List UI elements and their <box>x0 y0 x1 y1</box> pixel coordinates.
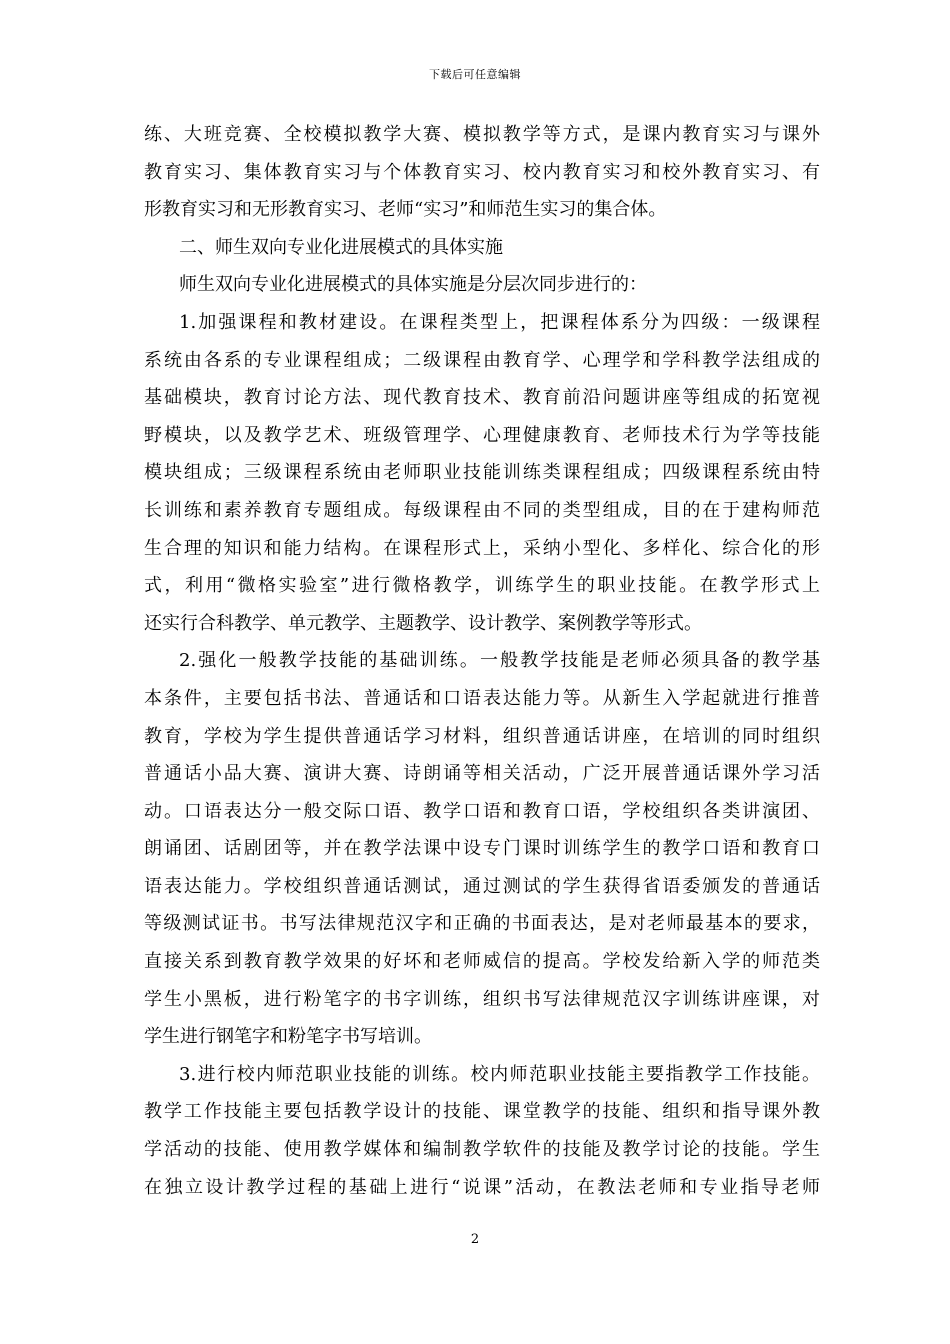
text-line: 语表达能力。学校组织普通话测试，通过测试的学生获得省语委颁发的普通话 <box>144 875 820 897</box>
text-line: 生合理的知识和能力结构。在课程形式上，采纳小型化、多样化、综合化的形 <box>144 537 820 559</box>
text-line: 式，利用“微格实验室”进行微格教学，训练学生的职业技能。在教学形式上 <box>144 575 820 597</box>
text-line: 师生双向专业化进展模式的具体实施是分层次同步进行的： <box>179 274 647 296</box>
text-line: 练、大班竞赛、全校模拟教学大赛、模拟教学等方式，是课内教育实习与课外 <box>144 124 820 145</box>
text-line: 1.加强课程和教材建设。在课程类型上，把课程体系分为四级：一级课程 <box>179 311 820 333</box>
text-line: 学生进行钢笔字和粉笔字书写培训。 <box>144 1026 432 1048</box>
text-line: 普通话小品大赛、演讲大赛、诗朗诵等相关活动，广泛开展普通话课外学习活 <box>144 763 820 785</box>
text-line: 本条件，主要包括书法、普通话和口语表达能力等。从新生入学起就进行推普 <box>144 687 820 709</box>
text-line: 在独立设计教学过程的基础上进行“说课”活动，在教法老师和专业指导老师 <box>144 1176 820 1198</box>
text-line: 2.强化一般教学技能的基础训练。一般教学技能是老师必须具备的教学基 <box>179 650 820 672</box>
page-header-note: 下载后可任意编辑 <box>429 68 521 81</box>
body-text <box>144 116 820 1206</box>
text-line: 形教育实习和无形教育实习、老师“实习”和师范生实习的集合体。 <box>144 199 667 221</box>
section-heading: 二、师生双向专业化进展模式的具体实施 <box>179 236 503 258</box>
page-number: 2 <box>470 1232 480 1247</box>
text-line: 基础模块，教育讨论方法、现代教育技术、教育前沿问题讲座等组成的拓宽视 <box>144 387 820 409</box>
text-line: 教育，学校为学生提供普通话学习材料，组织普通话讲座，在培训的同时组织 <box>144 725 820 747</box>
text-line: 朗诵团、话剧团等，并在教学法课中设专门课时训练学生的教学口语和教育口 <box>144 838 820 860</box>
text-line: 还实行合科教学、单元教学、主题教学、设计教学、案例教学等形式。 <box>144 612 702 634</box>
text-line: 教育实习、集体教育实习与个体教育实习、校内教育实习和校外教育实习、有 <box>144 161 820 183</box>
text-line: 野模块，以及教学艺术、班级管理学、心理健康教育、老师技术行为学等技能 <box>144 424 820 446</box>
text-line: 学生小黑板，进行粉笔字的书字训练，组织书写法律规范汉字训练讲座课，对 <box>144 988 820 1010</box>
text-line: 等级测试证书。书写法律规范汉字和正确的书面表达，是对老师最基本的要求， <box>144 913 820 935</box>
text-line: 动。口语表达分一般交际口语、教学口语和教育口语，学校组织各类讲演团、 <box>144 800 820 822</box>
text-line: 教学工作技能主要包括教学设计的技能、课堂教学的技能、组织和指导课外教 <box>144 1101 820 1123</box>
text-line: 系统由各系的专业课程组成；二级课程由教育学、心理学和学科教学法组成的 <box>144 349 820 371</box>
text-line: 学活动的技能、使用教学媒体和编制教学软件的技能及教学讨论的技能。学生 <box>144 1139 820 1161</box>
text-line: 长训练和素养教育专题组成。每级课程由不同的类型组成，目的在于建构师范 <box>144 499 820 521</box>
text-line: 3.进行校内师范职业技能的训练。校内师范职业技能主要指教学工作技能。 <box>179 1063 820 1085</box>
text-line: 模块组成；三级课程系统由老师职业技能训练类课程组成；四级课程系统由特 <box>144 462 820 484</box>
text-line: 直接关系到教育教学效果的好坏和老师威信的提高。学校发给新入学的师范类 <box>144 951 820 973</box>
